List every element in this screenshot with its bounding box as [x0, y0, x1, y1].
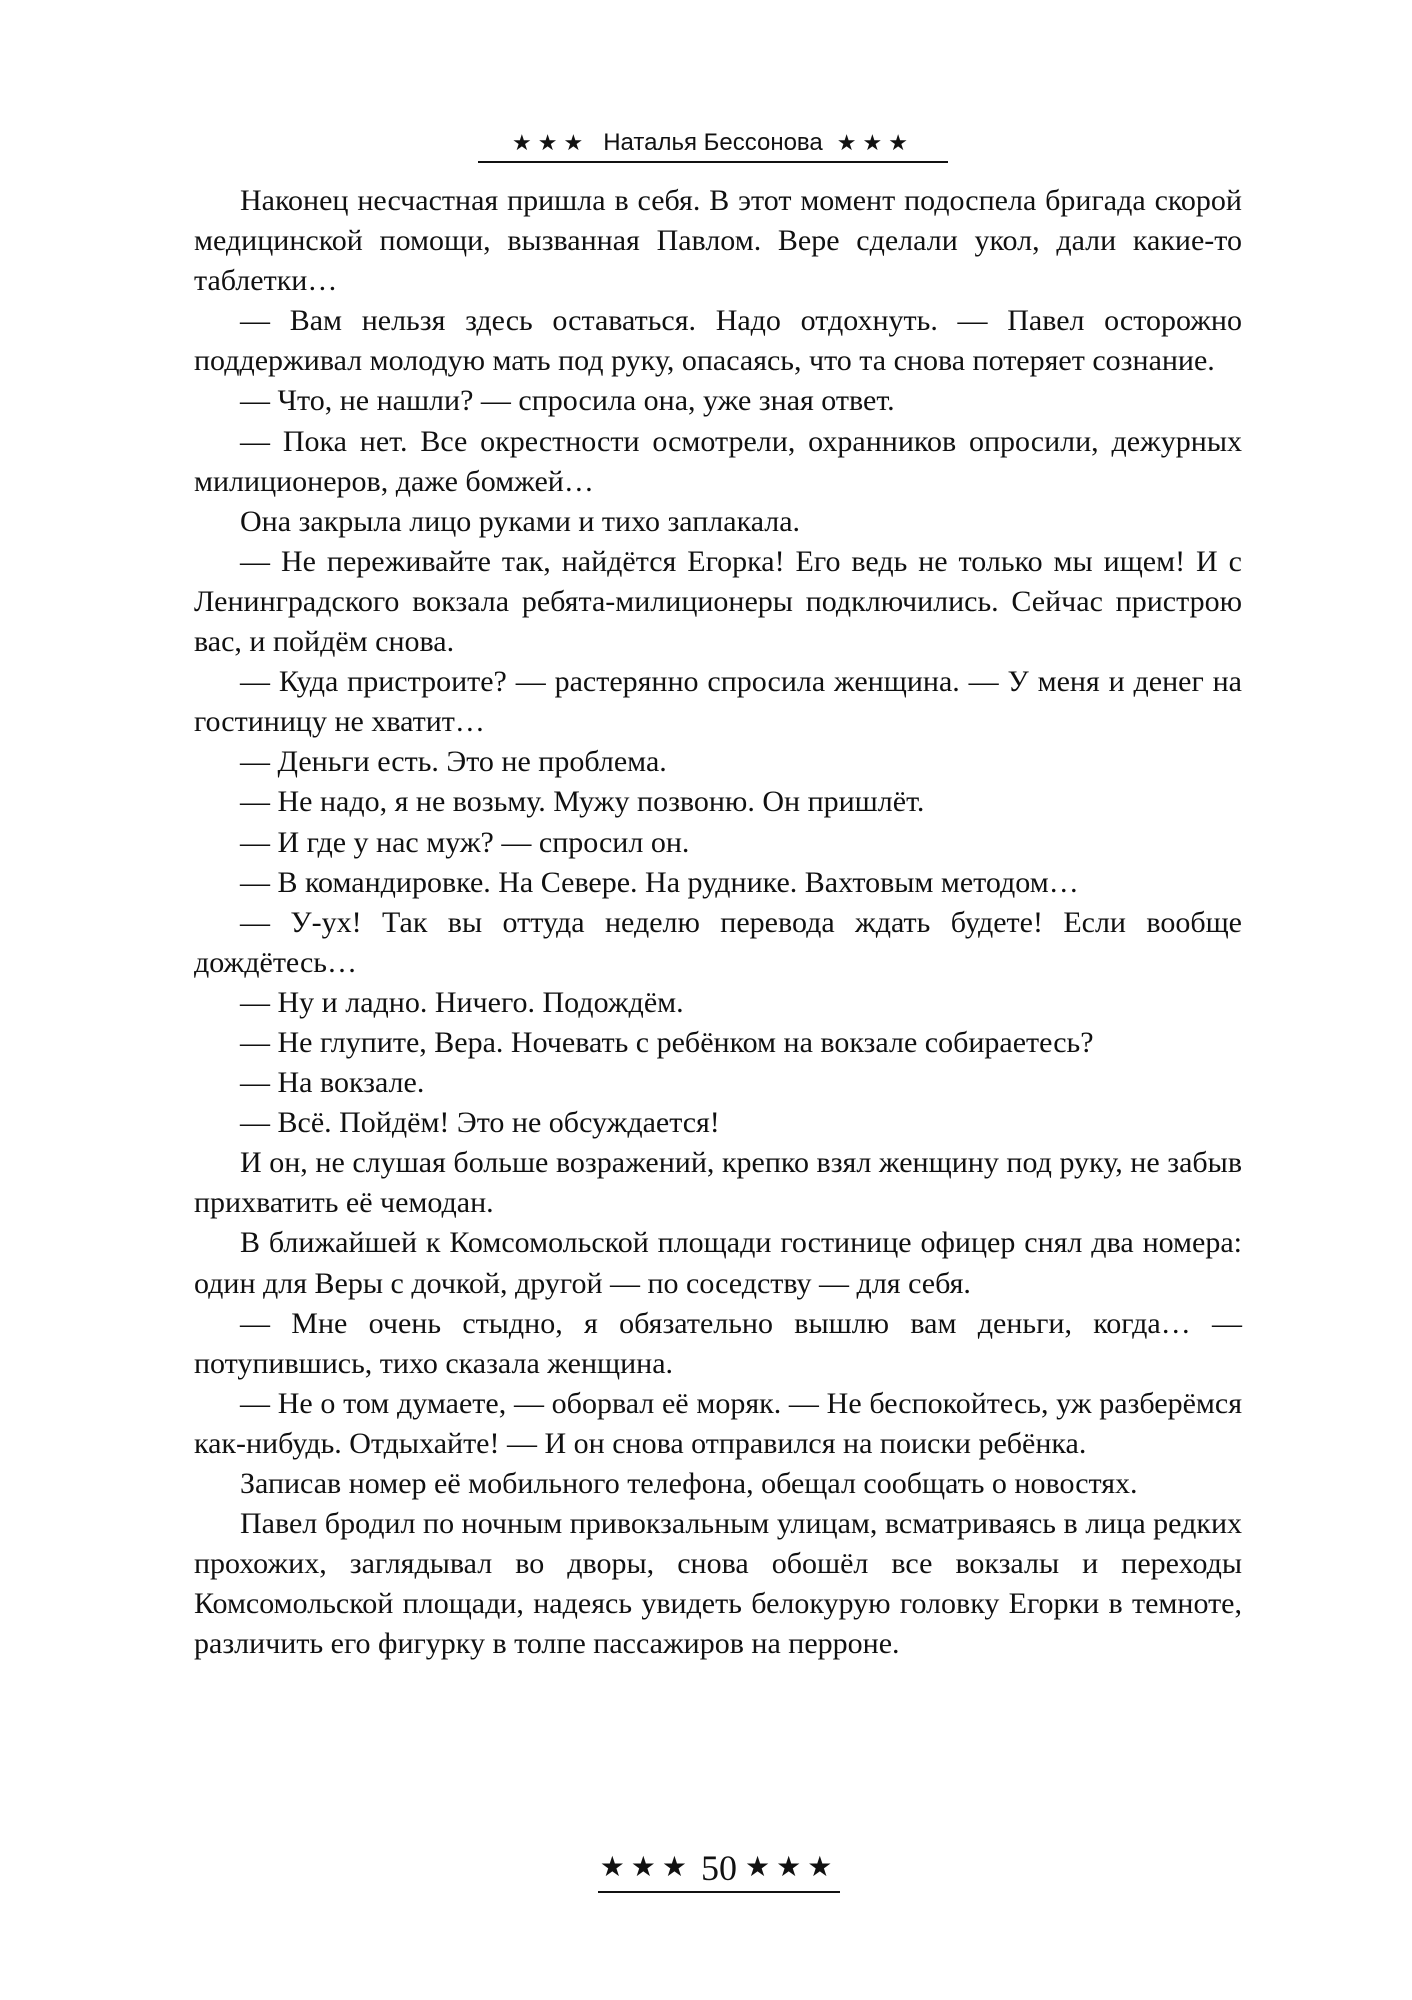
paragraph: — На вокзале.: [240, 1066, 425, 1100]
paragraph: — Что, не нашли? — спросила она, уже зная ответ.: [240, 384, 895, 418]
paragraph: — Пока нет. Все окрестности осмотрели, охранников опросили, дежурных милиционеров, даже бомжей…: [194, 424, 1242, 498]
paragraph: Она закрыла лицо руками и тихо заплакала.: [240, 504, 801, 538]
paragraph: И он, не слушая больше возражений, крепко взял женщину под руку, не забыв прихватить её чемодан.: [194, 1146, 1242, 1220]
paragraph: Павел бродил по ночным привокзальным улицам, всматриваясь в лица редких прохожих, заглядывал во дворы, снова обошёл все вокзалы и переходы Комсомольской площади, надеясь увидеть белокурую головку Егорки в темноте, различить его фигурку в толпе пассажиров на перроне.: [194, 1507, 1242, 1661]
page-number: 50: [701, 1848, 737, 1888]
paragraph: Записав номер её мобильного телефона, обещал сообщать о новостях.: [240, 1467, 1138, 1500]
paragraph: — Всё. Пойдём! Это не обсуждается!: [240, 1106, 720, 1140]
header-stars-right: ★★★: [836, 130, 914, 155]
paragraph: — В командировке. На Севере. На руднике. Вахтовым методом…: [240, 865, 1079, 899]
paragraph: — Куда пристроите? — растерянно спросила женщина. — У меня и денег на гостиницу не хватит…: [194, 665, 1242, 739]
footer-stars-left: ★★★: [599, 1850, 693, 1883]
paragraph: — Мне очень стыдно, я обязательно вышлю вам деньги, когда… — потупившись, тихо сказала женщина.: [194, 1306, 1242, 1380]
paragraph: — И где у нас муж? — спросил он.: [240, 825, 690, 859]
header-stars-left: ★★★: [512, 130, 590, 155]
page-footer: [598, 1846, 840, 1893]
paragraph: — Вам нельзя здесь оставаться. Надо отдохнуть. — Павел осторожно поддерживал молодую мать под руку, опасаясь, что та снова потеряет сознание.: [194, 304, 1242, 378]
paragraph: — Ну и ладно. Ничего. Подождём.: [240, 985, 684, 1019]
running-header: [478, 128, 948, 163]
paragraph: — Не о том думаете, — оборвал её моряк. — Не беспокойтесь, уж разберёмся как-нибудь. Отдыхайте! — И он снова отправился на поиски ребёнка.: [194, 1386, 1242, 1460]
footer-stars-right: ★★★: [745, 1850, 839, 1883]
paragraph: — У-ух! Так вы оттуда неделю перевода ждать будете! Если вообще дождётесь…: [194, 905, 1242, 979]
page-body: [194, 181, 1242, 1664]
paragraph: — Не переживайте так, найдётся Егорка! Его ведь не только мы ищем! И с Ленинградского вокзала ребята-милиционеры подключились. Сейчас пристрою вас, и пойдём снова.: [194, 544, 1242, 659]
author-name: Наталья Бессонова: [603, 129, 823, 156]
paragraph: — Деньги есть. Это не проблема.: [240, 745, 667, 779]
paragraph: Наконец несчастная пришла в себя. В этот момент подоспела бригада скорой медицинской помощи, вызванная Павлом. Вере сделали укол, дали какие-то таблетки…: [194, 184, 1242, 298]
paragraph: — Не надо, я не возьму. Мужу позвоню. Он пришлёт.: [240, 785, 925, 819]
paragraph: В ближайшей к Комсомольской площади гостинице офицер снял два номера: один для Веры с дочкой, другой — по соседству — для себя.: [194, 1226, 1242, 1300]
paragraph: — Не глупите, Вера. Ночевать с ребёнком на вокзале собираетесь?: [240, 1025, 1094, 1059]
